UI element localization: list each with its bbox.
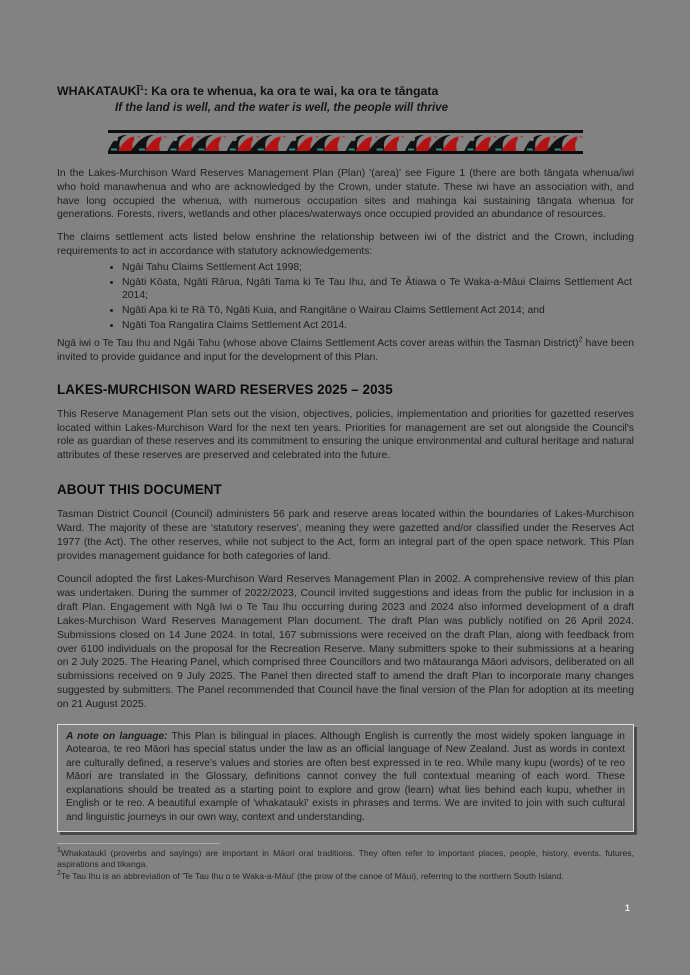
whakatauki-heading [57,84,634,99]
whakatauki-word: WHAKATAUKĪ [57,84,140,98]
intro-paragraph: In the Lakes-Murchison Ward Reserves Management Plan (Plan) '(area)' see Figure 1 (there are both tāngata whenua/iwi who hold manawhenua and who are acknowledged by the Crown, under statute. These iwi have an association with, and have long occupied the whenua, with numerous occupation sites and mahinga kai sustaining tāngata whenua for generations. Forests, rivers, wetlands and other places/waterways once occupied provided an abundance of resources. [57,167,634,221]
kowhaiwhai-pattern-band [108,130,583,154]
section-heading-reserves: LAKES-MURCHISON WARD RESERVES 2025 – 2035 [57,381,393,397]
settlement-acts-list [57,261,634,333]
footnote-2 [57,871,634,882]
iwi-guidance-text: Ngā iwi o Te Tau Ihu and Ngāi Tahu (whose above Claims Settlement Acts cover areas within the Tasman District) [57,337,579,349]
language-note-body: This Plan is bilingual in places. Although English is currently the most widely spoken language in Aotearoa, te reo Māori has special status under the law as an official language of New Zealand. Just as words in context are culturally defined, a reserve's values and stories are often best expressed in te reo. While many kupu (words) of te reo Māori are translated in the Glossary, definitions cannot convey the full contextual meaning of each word. These explanations should be treated as a starting point to explore and grow (learn) what lies behind each kupu, whether in English or te reo. A beautiful example of 'whakataukī' exists in phrases and terms. We are invited to join with such cultural and linguistic journeys in our own way, context and understanding. [66,730,625,824]
footnotes-area [57,843,634,882]
page-content [57,84,634,832]
reserves-overview-paragraph: This Reserve Management Plan sets out the vision, objectives, policies, implementation and priorities for gazetted reserves located within Lakes-Murchison Ward for the next ten years. Priorities for management are set out alongside the Council's role as guardian of these reserves and its commitment to ensuring the unique environmental and cultural heritage and natural attributes of these reserves are preserved and celebrated into the future. [57,408,634,462]
footnote-1-marker: 1 [57,847,61,855]
settlement-acts-intro: The claims settlement acts listed below enshrine the relationship between iwi of the district and the Crown, including requirements to act in accordance with statutory acknowledgements: [57,232,634,257]
about-paragraph-2: Council adopted the first Lakes-Murchison Ward Reserves Management Plan in 2002. A comprehensive review of this plan was undertaken. During the summer of 2022/2023, Council invited suggestions and ideas from the public for inclusion in a draft Plan. Engagement with Ngā Iwi o Te Tau Ihu occurring during 2023 and 2024 also informed development of a draft Lakes-Murchison Ward Reserves Management Plan document. The draft Plan was publicly notified on 26 April 2024. Submissions closed on 14 June 2024. In total, 167 submissions were received on the draft Plan, along with feedback from over 6100 individuals on the proposal for the Recreation Reserve. Many submitters spoke to their submissions at a hearing on 2 July 2025. The Hearing Panel, which comprised three Councillors and two mātauranga Māori advisors, deliberated on all submissions received on 9 July 2025. The Panel then directed staff to amend the draft Plan to incorporate many changes suggested by submitters. The Panel recommended that Council have the final version of the Plan for adoption at its meeting on 21 August 2025. [57,574,634,710]
settlement-act-item: • Ngāti Apa ki te Rā Tō, Ngāti Kuia, and Rangitāne o Wairau Claims Settlement Act 2014; and [122,304,634,318]
footnote-2-text: Te Tau Ihu is an abbreviation of 'Te Tau Ihu o te Waka-a-Māui' (the prow of the canoe of Māui), referring to the northern South Island. [60,870,564,881]
kowhaiwhai-pattern-icon [108,133,583,151]
footnote-ref-2: 2 [578,336,583,344]
language-note-box [57,724,634,832]
footnote-2-marker: 2 [57,869,61,877]
whakatauki-translation: If the land is well, and the water is well, the people will thrive [115,101,449,115]
footnote-separator [57,843,220,844]
page-number: 1 [624,903,630,914]
section-heading-about: ABOUT THIS DOCUMENT [57,482,222,497]
settlement-act-item: • Ngāi Tahu Claims Settlement Act 1998; [122,261,634,275]
language-note-lead: A note on language: [66,730,168,742]
about-paragraph-1: Tasman District Council (Council) administers 56 park and reserve areas located within the boundaries of Lakes-Murchison Ward. The majority of these are 'statutory reserves', meaning they were gazetted and/or classified under the Reserves Act 1977 (the Act). The other reserves, while not subject to the Act, form an integral part of the open space network. This Plan provides management guidance for both categories of land. [57,509,634,562]
iwi-guidance-paragraph [57,337,634,365]
footnote-1 [57,848,634,871]
iwi-guidance-text-cont: have been invited to provide guidance and input for the development of this Plan. [57,337,635,363]
footnote-1-text: Whakataukī (proverbs and sayings) are important in Māori oral traditions. They often refer to important places, people, history, events, futures, aspirations and tikanga. [57,848,634,870]
footnote-ref-1: 1 [139,84,144,92]
settlement-act-item: • Ngāti Kōata, Ngāti Rārua, Ngāti Tama ki Te Tau Ihu, and Te Ātiawa o Te Waka-a-Māui Claims Settlement Act 2014; [122,276,634,304]
whakatauki-proverb: : Ka ora te whenua, ka ora te wai, ka ora te tāngata [143,84,439,98]
settlement-act-item: • Ngāti Toa Rangatira Claims Settlement Act 2014. [122,319,634,333]
